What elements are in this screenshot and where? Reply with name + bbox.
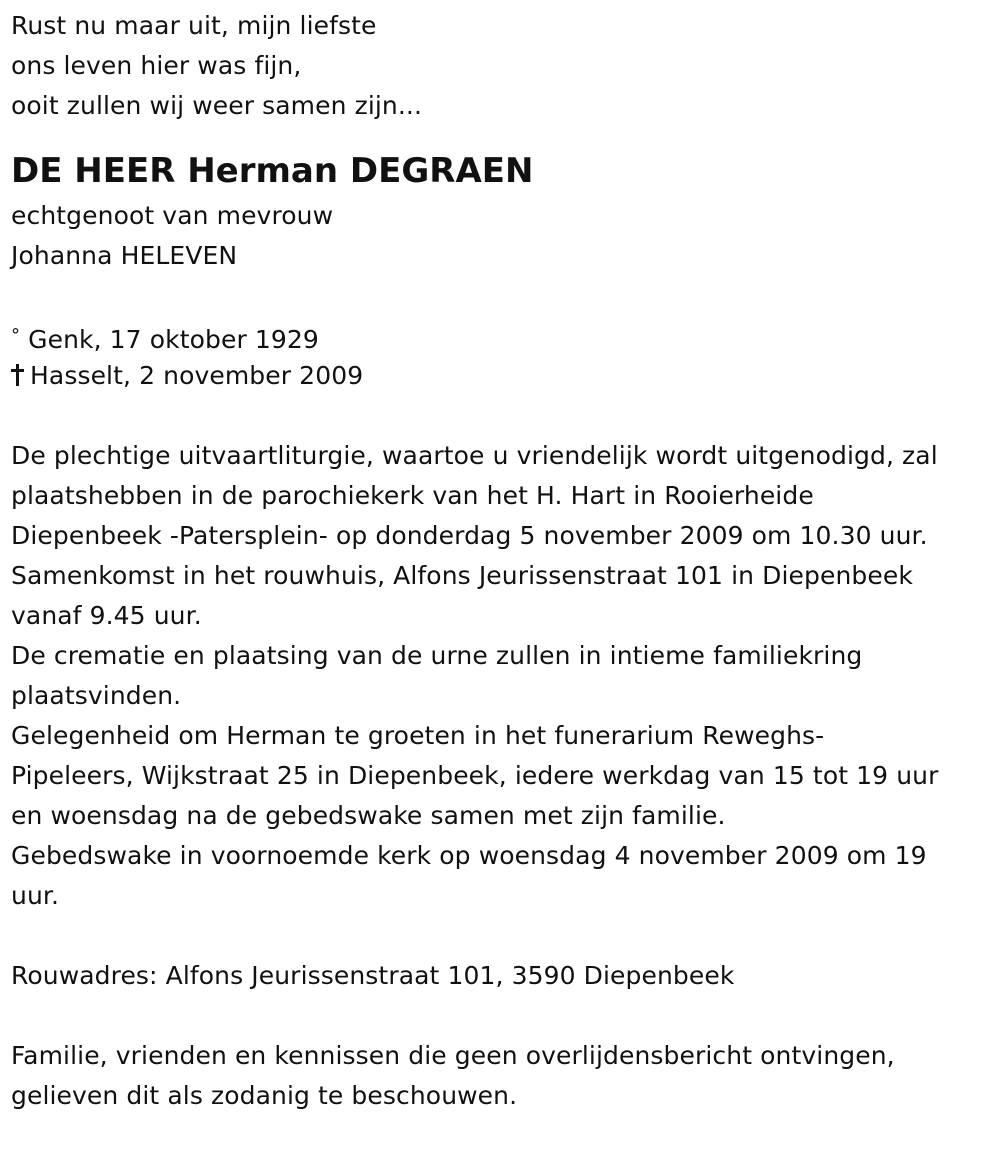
- body-line: Gelegenheid om Herman te groeten in het funerarium Reweghs-: [11, 721, 825, 750]
- deceased-name: DE HEER Herman DEGRAEN: [11, 151, 534, 191]
- poem-line: ons leven hier was fijn,: [11, 51, 302, 80]
- poem: [11, 6, 991, 126]
- body-line: Gebedswake in voornoemde kerk op woensdag 4 november 2009 om 19: [11, 841, 927, 870]
- birth-line: [11, 316, 991, 356]
- body-line: De crematie en plaatsing van de urne zullen in intieme familiekring: [11, 641, 863, 670]
- cross-icon: [11, 364, 24, 386]
- poem-line: ooit zullen wij weer samen zijn...: [11, 91, 423, 120]
- body-line: De plechtige uitvaartliturgie, waartoe u vriendelijk wordt uitgenodigd, zal: [11, 441, 938, 470]
- death-text: Hasselt, 2 november 2009: [30, 361, 364, 390]
- birth-text: Genk, 17 oktober 1929: [28, 325, 319, 354]
- body-line: Pipeleers, Wijkstraat 25 in Diepenbeek, iedere werkdag van 15 tot 19 uur: [11, 761, 939, 790]
- body-line: Samenkomst in het rouwhuis, Alfons Jeurissenstraat 101 in Diepenbeek: [11, 561, 913, 590]
- spouse-name: Johanna HELEVEN: [11, 241, 238, 270]
- poem-line: Rust nu maar uit, mijn liefste: [11, 11, 377, 40]
- obituary-notice: [11, 6, 991, 1116]
- body-line: vanaf 9.45 uur.: [11, 601, 202, 630]
- closing-line: Familie, vrienden en kennissen die geen overlijdensbericht ontvingen,: [11, 1041, 895, 1070]
- death-line: [11, 356, 991, 396]
- body-line: en woensdag na de gebedswake samen met zijn familie.: [11, 801, 726, 830]
- body-line: plaatsvinden.: [11, 681, 182, 710]
- body-line: Diepenbeek -Patersplein- op donderdag 5 november 2009 om 10.30 uur.: [11, 521, 928, 550]
- ceremony-details: [11, 436, 991, 916]
- body-line: plaatshebben in de parochiekerk van het H. Hart in Rooierheide: [11, 481, 814, 510]
- mourning-address: Rouwadres: Alfons Jeurissenstraat 101, 3590 Diepenbeek: [11, 961, 735, 990]
- closing-line: gelieven dit als zodanig te beschouwen.: [11, 1081, 518, 1110]
- body-line: uur.: [11, 881, 60, 910]
- birth-symbol: °: [11, 325, 21, 346]
- closing-note: [11, 1036, 991, 1116]
- relation-text: echtgenoot van mevrouw: [11, 201, 334, 230]
